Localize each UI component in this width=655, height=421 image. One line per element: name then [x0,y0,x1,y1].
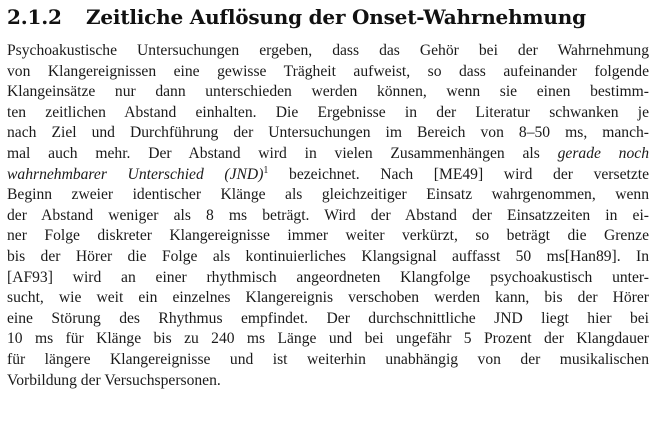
paragraph-line: Beginn zweier identischer Klänge als gleichzeitiger Einsatz wahrgenommen, wenn [7,186,649,204]
paragraph-line: wahrnehmbarer Unterschied (JND)$^1$ bezeichnet. Nach [ME49] wird der versetzte [7,164,649,183]
italic-term: gerade noch [557,144,649,162]
page [7,4,649,391]
paragraph-line: 10 ms für Klänge bis zu 240 ms Länge und bei ungefähr 5 Prozent der Klangdauer [7,330,649,348]
section-heading [7,4,649,30]
body-paragraph [7,41,649,391]
paragraph-line: Klangeinsätze nur dann unterschieden werden können, wenn sie einen bestimm- [7,83,649,101]
paragraph-line: Psychoakustische Untersuchungen ergeben, dass das Gehör bei der Wahrnehmung [7,42,649,59]
italic-term: wahrnehmbarer Unterschied (JND) [7,165,264,183]
paragraph-line: von Klangereignissen eine gewisse Trägheit aufweist, so dass aufeinander folgende [7,62,649,80]
footnote-mark: 1 [263,164,269,176]
paragraph-line: [AF93] wird an einer rhythmisch angeordneten Klangfolge psychoakustisch unter- [7,268,649,286]
section-title: Zeitliche Auflösung der Onset-Wahrnehmung [86,5,586,29]
paragraph-line: ner Folge diskreter Klangereignisse immer weiter verkürzt, so beträgt die Grenze [7,227,649,245]
paragraph-line: der Abstand weniger als 8 ms beträgt. Wird der Abstand der Einsatzzeiten in ei- [7,206,649,224]
section-number: 2.1.2 [7,5,62,29]
paragraph-line: Vorbildung der Versuchspersonen. [7,371,221,389]
paragraph-line: bis der Hörer die Folge als kontinuierliches Klangsignal auffasst 50 ms[Han89]. In [7,247,649,265]
paragraph-line: für längere Klangereignisse und ist weiterhin unabhängig von der musikalischen [7,350,649,368]
paragraph-line: mal auch mehr. Der Abstand wird in vielen Zusammenhängen als gerade noch [7,144,649,162]
paragraph-line: ten zeitlichen Abstand einhalten. Die Ergebnisse in der Literatur schwanken je [7,103,649,121]
paragraph-line: nach Ziel und Durchführung der Untersuchungen im Bereich von 8–50 ms, manch- [7,124,649,142]
paragraph-line: eine Störung des Rhythmus empfindet. Der durchschnittliche JND liegt hier bei [7,309,649,327]
paragraph-line: sucht, wie weit ein einzelnes Klangereignis verschoben werden kann, bis der Hörer [7,289,649,307]
